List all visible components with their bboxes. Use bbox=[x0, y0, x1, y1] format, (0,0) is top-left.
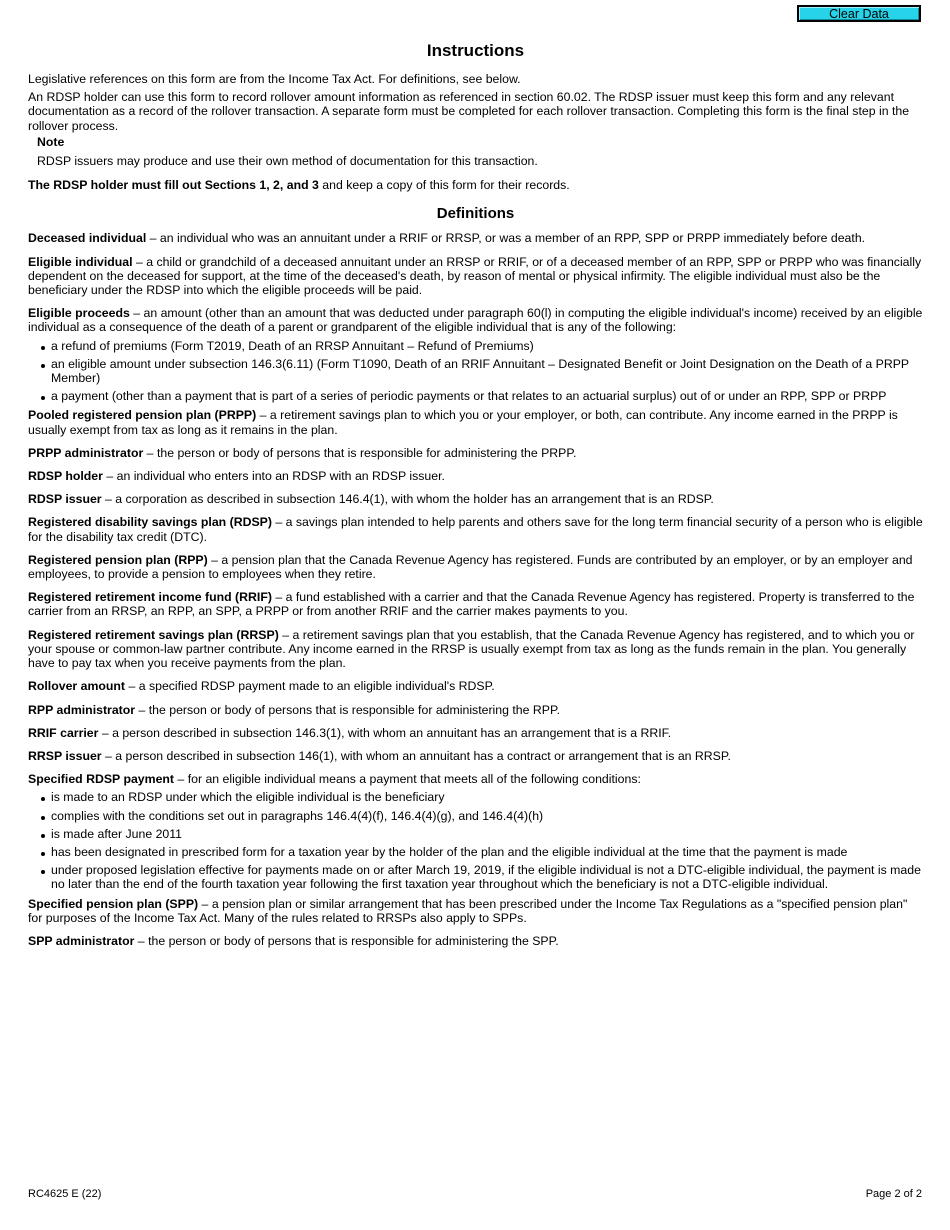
definition-item bbox=[28, 469, 923, 483]
definition-term: PRPP administrator bbox=[28, 445, 144, 460]
definition-text: – a savings plan intended to help parents and others save for the long term financial security of a person who is eligible for the disability tax credit (DTC). bbox=[28, 515, 923, 544]
definition-item bbox=[28, 446, 923, 460]
definition-item bbox=[28, 897, 923, 925]
definition-term: RDSP issuer bbox=[28, 492, 102, 507]
definition-bullet-list bbox=[28, 790, 923, 891]
definition-item bbox=[28, 231, 923, 245]
definition-item bbox=[28, 726, 923, 740]
definition-text: – for an eligible individual means a payment that meets all of the following conditions: bbox=[174, 772, 641, 787]
definition-item bbox=[28, 492, 923, 506]
definition-item bbox=[28, 703, 923, 717]
definition-term: Registered retirement income fund (RRIF) bbox=[28, 590, 272, 605]
definition-term: Specified RDSP payment bbox=[28, 772, 175, 787]
definition-term: Rollover amount bbox=[28, 679, 126, 694]
holder-requirement bbox=[28, 178, 923, 192]
holder-requirement-rest: and keep a copy of this form for their records. bbox=[318, 178, 570, 193]
definition-text: – a child or grandchild of a deceased annuitant under an RRSP or RRIF, or of a deceased member of an RPP, SPP or PRPP who was financially dependent on the deceased for support, at the time of the deceased's death, by reason of mental or physical infirmity. The eligible individual must also be the beneficiary under the RDSP into which the eligible proceeds will be paid. bbox=[28, 254, 922, 298]
definition-item bbox=[28, 749, 923, 763]
definition-bullet-list bbox=[28, 339, 923, 404]
definition-term: Specified pension plan (SPP) bbox=[28, 896, 199, 911]
definition-text: – a retirement savings plan to which you or your employer, or both, can contribute. Any income earned in the PRPP is usually exempt from tax as long as it remains in the plan. bbox=[28, 408, 898, 437]
definition-text: – the person or body of persons that is responsible for administering the SPP. bbox=[134, 933, 559, 948]
definition-item bbox=[28, 628, 923, 671]
form-identifier: RC4625 E (22) bbox=[28, 1188, 102, 1200]
definition-text: – an individual who was an annuitant under a RRIF or RRSP, or was a member of an RPP, SPP or PRPP immediately before death. bbox=[146, 231, 866, 246]
definition-item bbox=[28, 408, 923, 436]
definition-text: – a retirement savings plan that you establish, that the Canada Revenue Agency has registered, and to which you or your spouse or common-law partner contribute. Any income earned in the RRSP is usually exempt from tax as long as the funds remain in the plan. You generally have to pay tax when you receive payments from the plan. bbox=[28, 627, 915, 671]
note-heading: Note bbox=[37, 134, 65, 149]
holder-requirement-bold: The RDSP holder must fill out Sections 1, 2, and 3 bbox=[28, 178, 319, 193]
definition-text: – a fund established with a carrier and that the Canada Revenue Agency has registered. Property is transferred to the carrier from an RRSP, an RPP, an SPP, a PRPP or from another RRIF and the carrier makes payments to you. bbox=[28, 590, 915, 619]
definition-term: Deceased individual bbox=[28, 231, 147, 246]
page-title: Instructions bbox=[426, 41, 525, 60]
definition-text: – a specified RDSP payment made to an eligible individual's RDSP. bbox=[125, 679, 495, 694]
definition-term: Eligible proceeds bbox=[28, 306, 130, 321]
definition-item bbox=[28, 934, 923, 948]
definition-term: Eligible individual bbox=[28, 254, 133, 269]
definition-item bbox=[28, 679, 923, 693]
definition-text: – an amount (other than an amount that was deducted under paragraph 60(l) in computing the eligible individual's income) received by an eligible individual as a consequence of the death of a parent or grandparent of the eligible individual that is any of the following: bbox=[28, 306, 923, 335]
definition-term: Registered disability savings plan (RDSP) bbox=[28, 515, 272, 530]
definitions-list bbox=[28, 231, 923, 948]
definition-term: Pooled registered pension plan (PRPP) bbox=[28, 408, 257, 423]
definition-text: – a corporation as described in subsection 146.4(1), with whom the holder has an arrangement that is an RDSP. bbox=[101, 492, 714, 507]
definition-bullet: is made to an RDSP under which the eligible individual is the beneficiary bbox=[28, 790, 923, 804]
definition-term: RRSP issuer bbox=[28, 748, 102, 763]
definition-item bbox=[28, 306, 923, 334]
definition-item bbox=[28, 590, 923, 618]
definition-bullet: is made after June 2011 bbox=[28, 827, 923, 841]
definition-text: – a pension plan that the Canada Revenue Agency has registered. Funds are contributed by an employer, or by an employer and employees, to provide a pension to employees when they retire. bbox=[28, 552, 913, 582]
definition-text: – the person or body of persons that is responsible for administering the PRPP. bbox=[143, 445, 577, 460]
definition-bullet: has been designated in prescribed form for a taxation year by the holder of the plan and the eligible individual at the time that the payment is made bbox=[28, 845, 923, 859]
definition-text: – the person or body of persons that is responsible for administering the RPP. bbox=[135, 702, 561, 717]
definition-item bbox=[28, 553, 923, 581]
definitions-heading: Definitions bbox=[436, 205, 515, 223]
definition-item bbox=[28, 772, 923, 786]
definition-term: Registered retirement savings plan (RRSP) bbox=[28, 627, 279, 642]
note-text: RDSP issuers may produce and use their own method of documentation for this transaction. bbox=[37, 154, 538, 169]
definition-item bbox=[28, 255, 923, 298]
definition-text: – a pension plan or similar arrangement that has been prescribed under the Income Tax Regulations as a "specified pension plan" for purposes of the Income Tax Act. Many of the rules related to RRSPs also apply to SPPs. bbox=[28, 896, 908, 925]
legislative-reference: Legislative references on this form are from the Income Tax Act. For definitions, see below. bbox=[28, 72, 521, 86]
definition-term: RDSP holder bbox=[28, 469, 103, 484]
definition-text: – a person described in subsection 146(1), with whom an annuitant has a contract or arrangement that is an RRSP. bbox=[101, 748, 731, 763]
definition-bullet: an eligible amount under subsection 146.3(6.11) (Form T1090, Death of an RRIF Annuitant – Designated Benefit or Joint Designation on the Death of a PRPP Member) bbox=[28, 357, 923, 385]
definition-bullet: a refund of premiums (Form T2019, Death of an RRSP Annuitant – Refund of Premiums) bbox=[28, 339, 923, 353]
definition-term: Registered pension plan (RPP) bbox=[28, 552, 208, 567]
holder-usage-paragraph: An RDSP holder can use this form to record rollover amount information as referenced in section 60.02. The RDSP issuer must keep this form and any relevant documentation as a record of the rollover transaction. A separate form must be completed for each rollover transaction. Completing this form is the final step in the rollover process. bbox=[28, 90, 910, 133]
definition-term: SPP administrator bbox=[28, 933, 135, 948]
definition-term: RRIF carrier bbox=[28, 725, 99, 740]
definition-bullet: under proposed legislation effective for payments made on or after March 19, 2019, if the eligible individual is not a DTC-eligible individual, the payment is made no later than the end of the fourth taxation year following the first taxation year throughout which the beneficiary is not a DTC-eligible individual. bbox=[28, 863, 923, 891]
definition-bullet: a payment (other than a payment that is part of a series of periodic payments or that relates to an actuarial surplus) out of or under an RPP, SPP or PRPP bbox=[28, 389, 923, 403]
clear-data-button[interactable]: Clear Data bbox=[797, 5, 921, 22]
definition-bullet: complies with the conditions set out in paragraphs 146.4(4)(f), 146.4(4)(g), and 146.4(4)(h) bbox=[28, 809, 923, 823]
definition-term: RPP administrator bbox=[28, 702, 136, 717]
definition-item bbox=[28, 515, 923, 543]
definition-text: – a person described in subsection 146.3(1), with whom an annuitant has an arrangement that is a RRIF. bbox=[98, 725, 672, 740]
instructions-content bbox=[28, 41, 923, 948]
page-number: Page 2 of 2 bbox=[865, 1188, 922, 1200]
definition-text: – an individual who enters into an RDSP with an RDSP issuer. bbox=[102, 469, 445, 484]
